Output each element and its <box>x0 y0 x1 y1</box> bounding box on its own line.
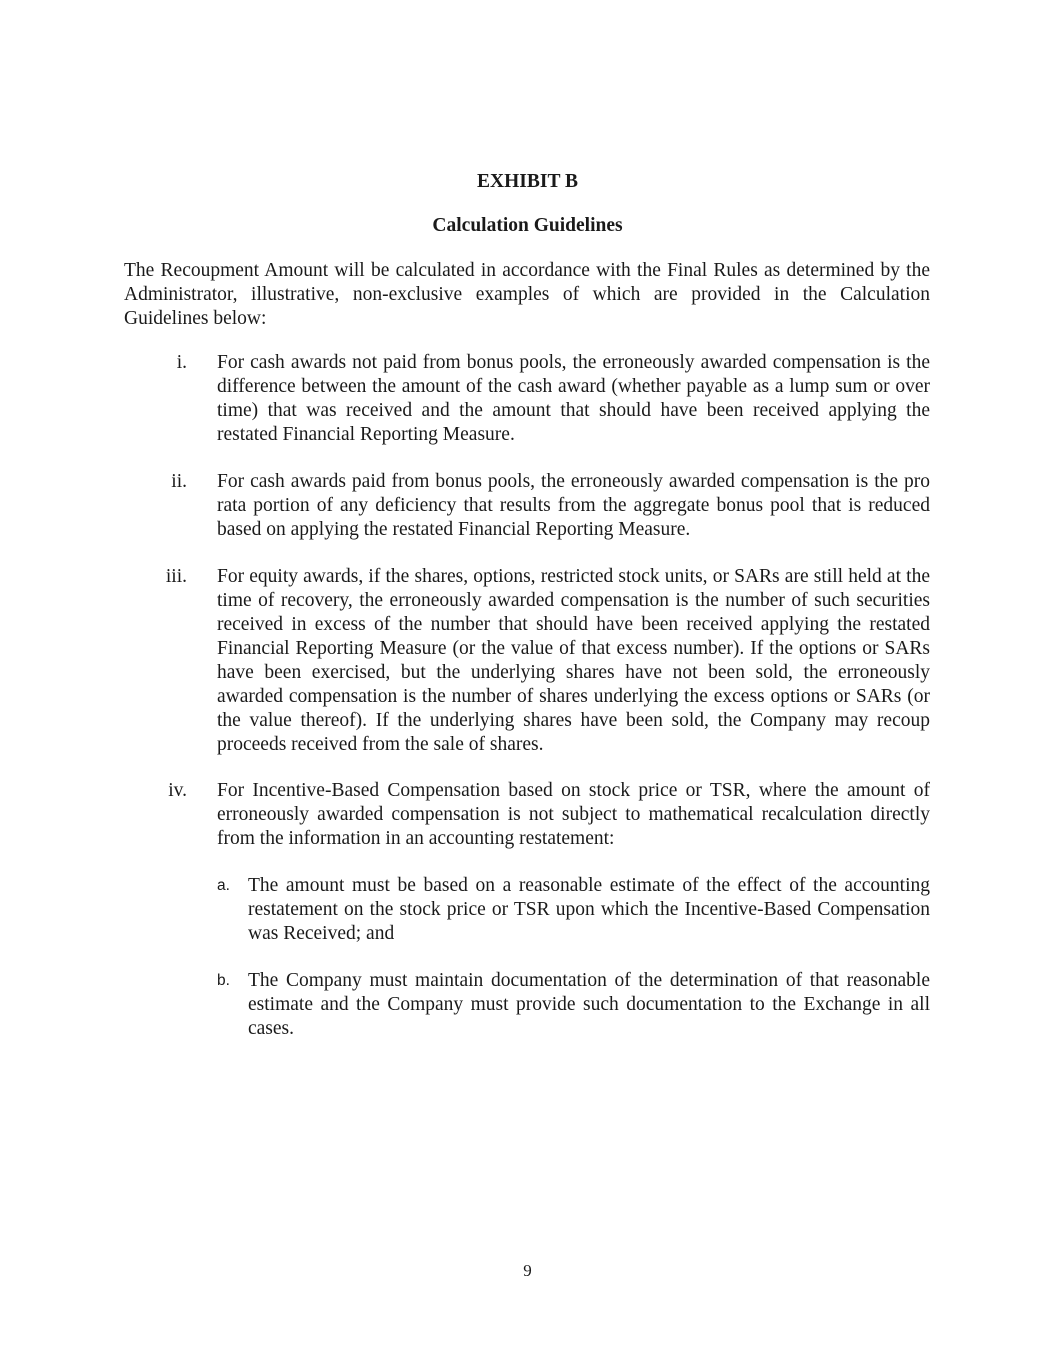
sub-item-text: The amount must be based on a reasonable estimate of the effect of the accounting restatement on the stock price or TSR upon which the Incentive-Based Compensation was Received; and <box>248 875 930 944</box>
exhibit-title: EXHIBIT B <box>477 171 578 192</box>
sub-list-marker: b. <box>217 972 230 989</box>
list-item-iii <box>124 565 930 757</box>
sub-item-a <box>217 874 930 946</box>
list-item-text: For Incentive-Based Compensation based on stock price or TSR, where the amount of erroneously awarded compensation is not subject to mathematical recalculation directly from the information in an accounting restatement: <box>217 780 930 849</box>
sub-item-text: The Company must maintain documentation of the determination of that reasonable estimate and the Company must provide such documentation to the Exchange in all cases. <box>248 970 930 1039</box>
list-item-text: For equity awards, if the shares, options, restricted stock units, or SARs are still held at the time of recovery, the erroneously awarded compensation is the number of such securities received in excess of the number that should have been received applying the restated Financial Reporting Measure (or the value of that excess number). If the options or SARs have been exercised, but the underlying shares have not been sold, the erroneously awarded compensation is the number of shares underlying the excess options or SARs (or the value thereof). If the underlying shares have been sold, the Company may recoup proceeds received from the sale of shares. <box>217 566 930 755</box>
list-marker: iii. <box>165 566 187 587</box>
list-item-i <box>124 351 930 447</box>
list-item-text: For cash awards not paid from bonus pools, the erroneously awarded compensation is the difference between the amount of the cash award (whether payable as a lump sum or over time) that was received and the amount that should have been received applying the restated Financial Reporting Measure. <box>217 352 930 445</box>
list-marker: i. <box>176 352 187 373</box>
list-item-ii <box>124 470 930 542</box>
sub-item-b <box>217 969 930 1041</box>
sub-list-marker: a. <box>217 877 230 894</box>
page-number: 9 <box>523 1261 532 1280</box>
list-item-iv <box>124 779 930 851</box>
section-title: Calculation Guidelines <box>432 215 623 236</box>
list-marker: iv. <box>168 780 187 801</box>
intro-paragraph: The Recoupment Amount will be calculated in accordance with the Final Rules as determined by the Administrator, illustrative, non-exclusive examples of which are provided in the Calculation Guidelines below: <box>124 260 930 329</box>
list-item-text: For cash awards paid from bonus pools, the erroneously awarded compensation is the pro rata portion of any deficiency that results from the aggregate bonus pool that is reduced based on applying the restated Financial Reporting Measure. <box>217 471 930 540</box>
list-marker: ii. <box>171 471 187 492</box>
